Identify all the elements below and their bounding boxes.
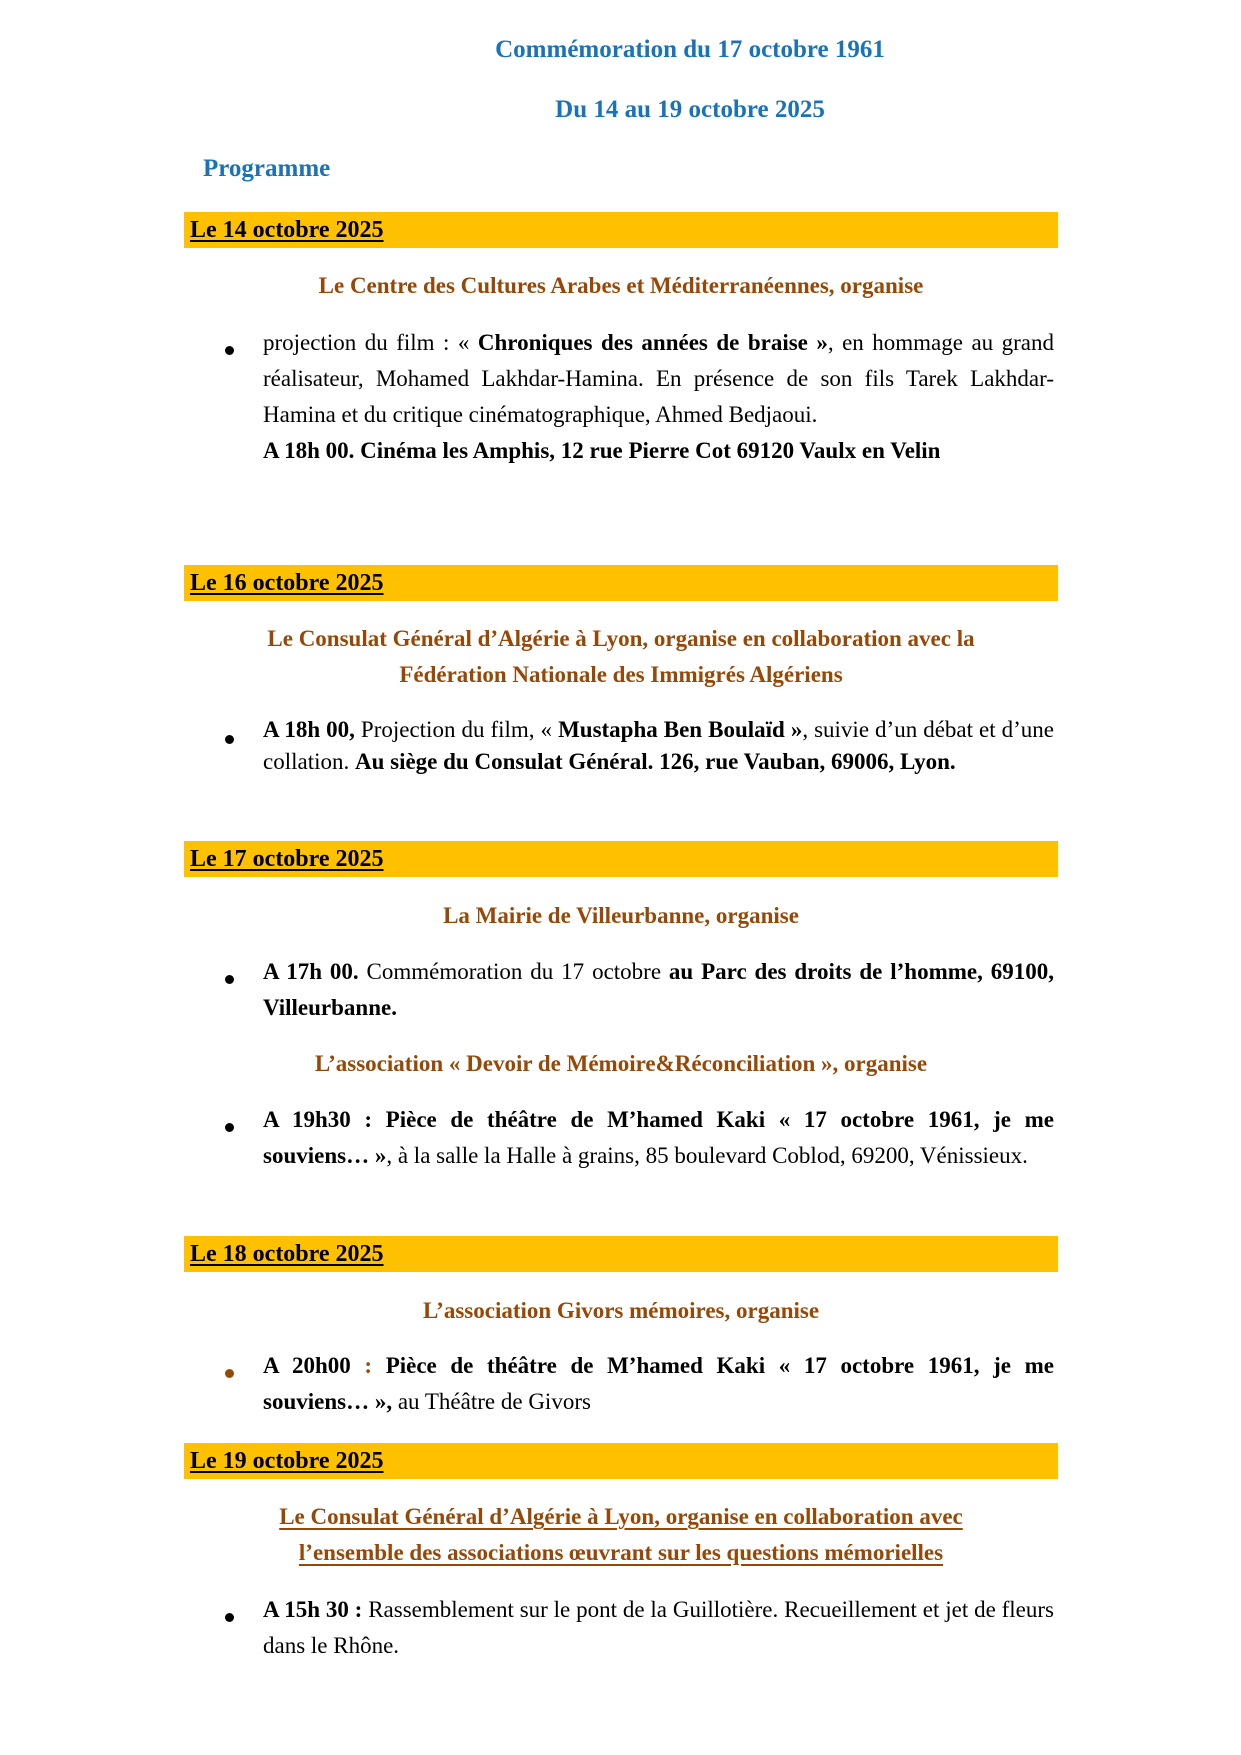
organizer: L’association Givors mémoires, organise [422, 1298, 820, 1323]
event-item: A 19h30 : Pièce de théâtre de M’hamed Kaki « 17 octobre 1961, je me souviens… », à la salle la Halle à grains, 85 boulevard Coblod, 69200, Vénissieux. [263, 1107, 1054, 1168]
organizer-line-1: Le Consulat Général d’Algérie à Lyon, organise en collaboration avec la [267, 626, 975, 651]
date-band-14 [184, 212, 1058, 248]
bullet-icon [225, 346, 234, 355]
date-band-17 [184, 841, 1058, 877]
programme-heading: Programme [203, 155, 331, 182]
organizer-line-2: l’ensemble des associations œuvrant sur les questions mémorielles [298, 1540, 944, 1565]
page-title: Commémoration du 17 octobre 1961 [495, 36, 885, 63]
organizer-line-1: Le Consulat Général d’Algérie à Lyon, organise en collaboration avec [279, 1504, 963, 1529]
organizer-line-2: Fédération Nationale des Immigrés Algériens [399, 662, 843, 687]
date-label: Le 17 octobre 2025 [190, 846, 384, 872]
organizer: Le Centre des Cultures Arabes et Méditerranéennes, organise [318, 273, 924, 298]
event-item: projection du film : « Chroniques des années de braise », en hommage au grand réalisateur, Mohamed Lakhdar-Hamina. En présence de son fils Tarek Lakhdar-Hamina et du critique cinématographique, Ahmed Bedjaoui. A 18h 00. Cinéma les Amphis, 12 rue Pierre Cot 69120 Vaulx en Velin [263, 330, 1054, 463]
bullet-icon [225, 975, 234, 984]
date-band-16 [184, 565, 1058, 601]
event-item: A 17h 00. Commémoration du 17 octobre au Parc des droits de l’homme, 69100, Villeurbanne. [263, 959, 1054, 1020]
date-label: Le 16 octobre 2025 [190, 570, 384, 596]
date-label: Le 14 octobre 2025 [190, 217, 384, 243]
bullet-icon [225, 1369, 234, 1378]
bullet-icon [225, 1613, 234, 1622]
date-band-18 [184, 1236, 1058, 1272]
bullet-icon [225, 735, 234, 744]
organizer-2: L’association « Devoir de Mémoire&Réconciliation », organise [314, 1051, 928, 1076]
date-label: Le 18 octobre 2025 [190, 1241, 384, 1267]
event-item: A 15h 30 : Rassemblement sur le pont de la Guillotière. Recueillement et jet de fleurs dans le Rhône. [263, 1597, 1054, 1658]
event-item: A 18h 00, Projection du film, « Mustapha Ben Boulaïd », suivie d’un débat et d’une collation. Au siège du Consulat Général. 126, rue Vauban, 69006, Lyon. [263, 717, 1054, 774]
event-item: A 20h00 : Pièce de théâtre de M’hamed Kaki « 17 octobre 1961, je me souviens… », au Théâtre de Givors [263, 1353, 1054, 1414]
organizer: La Mairie de Villeurbanne, organise [443, 903, 799, 928]
date-label: Le 19 octobre 2025 [190, 1448, 384, 1474]
page-subtitle: Du 14 au 19 octobre 2025 [555, 96, 825, 123]
bullet-icon [225, 1123, 234, 1132]
date-band-19 [184, 1443, 1058, 1479]
